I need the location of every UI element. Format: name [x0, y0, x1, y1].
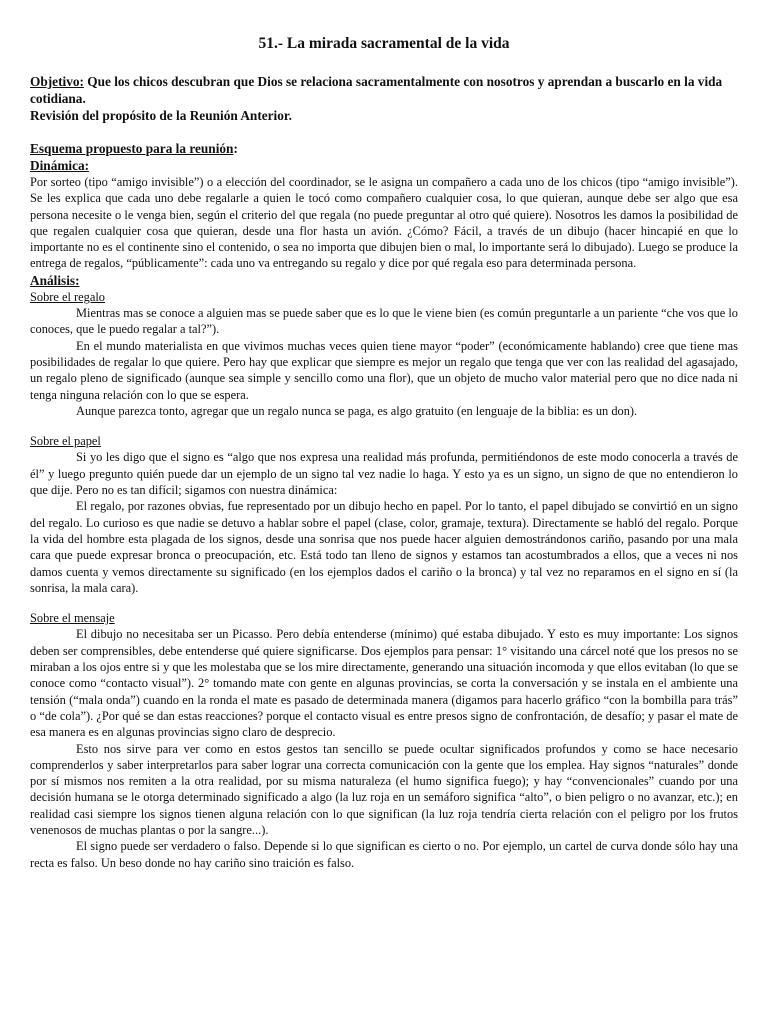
spacer — [30, 124, 738, 140]
mensaje-heading: Sobre el mensaje — [30, 611, 115, 626]
review-line: Revisión del propósito de la Reunión Anterior. — [30, 108, 292, 123]
dinamica-heading-text: Dinámica: — [30, 158, 90, 173]
page-title: 51.- La mirada sacramental de la vida — [258, 35, 510, 52]
papel-heading: Sobre el papel — [30, 434, 101, 449]
spacer — [30, 419, 738, 433]
spacer — [30, 596, 738, 610]
dinamica-heading — [30, 157, 738, 174]
analisis-heading — [30, 272, 738, 289]
regalo-paragraph-1: Mientras mas se conoce a alguien mas se puede saber que es lo que le viene bien (es común preguntarle a un pariente “che vos que lo conoces, que le puedo regalar a tal?”). — [30, 306, 738, 337]
regalo-paragraph-2: En el mundo materialista en que vivimos muchas veces quien tiene mayor “poder” (económicamente hablando) cree que tiene mas posibilidades de regalar lo que quiere. Pero hay que explicar que siempre es mejor un regalo que tenga que ver con las realidad del agasajado, un regalo pleno de significado (aunque sea simple y sencillo como una flor), que un objeto de mucho valor material pero que no dice nada ni tenga ninguna relación con lo que se espera. — [30, 338, 738, 402]
mensaje-paragraph-2: Esto nos sirve para ver como en estos gestos tan sencillo se puede ocultar significados profundos y como se hace necesario comprenderlos y saber interpretarlos para saber lograr una correcta comunicación con la gente que los emplea. Hay signos “naturales” donde por sí mismos nos remiten a la otra realidad, por su misma naturaleza (el humo significa fuego); y hay “convencionales” cuando por una decisión humana se le otorga determinado significado a algo (la luz roja en un semáforo significa “alto”, o bien peligro o no avanzar, etc.); en realidad casi siempre los signos tienen alguna relación con lo que significan (la luz roja tendría cierta relación con el peligro por los frutos venenosos de muchas plantas o por la sangre...). — [30, 741, 738, 837]
schema-heading — [30, 140, 738, 157]
mensaje-paragraph-3: El signo puede ser verdadero o falso. Depende si lo que significan es cierto o no. Por ejemplo, un cartel de curva donde sólo hay una recta es falso. Un beso donde no hay cariño sino traición es falso. — [30, 839, 738, 870]
regalo-heading: Sobre el regalo — [30, 289, 106, 304]
papel-paragraph-2: El regalo, por razones obvias, fue representado por un dibujo hecho en papel. Por lo tanto, el papel dibujado se convirtió en un signo del regalo. Lo curioso es que nadie se detuvo a hablar sobre el papel (clase, color, gramaje, textura). Directamente se habló del regalo. Porque la vida del hombre esta plagada de los signos, desde una sonrisa que nos puede hacer alguien demostrándonos cariño, pasando por una mala cara que puede expresar bronca o preocupación, etc. Está todo tan lleno de signos y estamos tan acostumbrados a ellos, que a veces ni nos damos cuenta y vemos directamente su significado (en los ejemplos dados el cariño o la bronca) y tal vez no reparamos en el signo en sí (la sonrisa, la mala cara). — [30, 499, 738, 595]
schema-heading-text: Esquema propuesto para la reunión — [30, 141, 234, 156]
papel-paragraph-1: Si yo les digo que el signo es “algo que nos expresa una realidad más profunda, permitiéndonos de este modo conocerla a través de él” y luego pregunto quién puede dar un ejemplo de un signo tal vez nadie lo haga. Y esto ya es un signo, un signo de que no entendieron lo que dije. Pero no es tan difícil; sigamos con nuestra dinámica: — [30, 450, 738, 498]
regalo-paragraph-3: Aunque parezca tonto, agregar que un regalo nunca se paga, es algo gratuito (en lenguaje de la biblia: es un don). — [76, 403, 638, 418]
mensaje-paragraph-1: El dibujo no necesitaba ser un Picasso. Pero debía entenderse (mínimo) qué estaba dibujado. Y esto es muy importante: Los signos deben ser comprensibles, debe entenderse qué quiere significarse. Dos ejemplos para pensar: 1° visitando una cárcel noté que los presos no se miraban a los ojos entre si y que les molestaba que se los mire directamente, generando una situación incomoda y que ellos evitaban (lo que se conoce como “contacto visual”). 2° tomando mate con gente en algunas provincias, se corta la conversación y se instala en el ambiente una tensión (“mala onda”) cuando en la ronda el mate es pasado de determinada manera (digamos para hacerlo gráfico “con la bombilla para trás” o “de cola”). ¿Por qué se dan estas reacciones? porque el contacto visual es entre presos signo de confrontación, de desafío; y pasar el mate de esa manera es en algunas provincias signo claro de desprecio. — [30, 627, 738, 740]
schema-heading-colon: : — [233, 141, 238, 156]
objective-text: Que los chicos descubran que Dios se relaciona sacramentalmente con nosotros y aprendan a buscarlo en la vida cotidiana. — [30, 74, 723, 106]
objective — [30, 73, 738, 107]
analisis-heading-text: Análisis: — [30, 272, 80, 288]
dinamica-text: Por sorteo (tipo “amigo invisible”) o a elección del coordinador, se le asigna un compañero a cada uno de los chicos (tipo “amigo invisible”). Se les explica que cada uno debe regalarle a quien le tocó como compañero cualquier cosa, lo que quieran, aunque debe ser algo que esa persona necesite o le venga bien, según el criterio del que regala (no puede preguntar al otro qué quiere). Nosotros les damos la posibilidad de que regalen cualquier cosa que quieran, desde una flor hasta un avión. ¿Cómo? Fácil, a través de un dibujo (hacer hincapié en que lo importante no es el continente sino el contenido, o sea no importa que dibujen bien o mal, lo importante será lo dibujado). Luego se produce la entrega de regalos, “públicamente”: cada uno va entregando su regalo y dice por qué regala eso para determinada persona. — [30, 175, 738, 271]
objective-label: Objetivo: — [30, 74, 84, 89]
